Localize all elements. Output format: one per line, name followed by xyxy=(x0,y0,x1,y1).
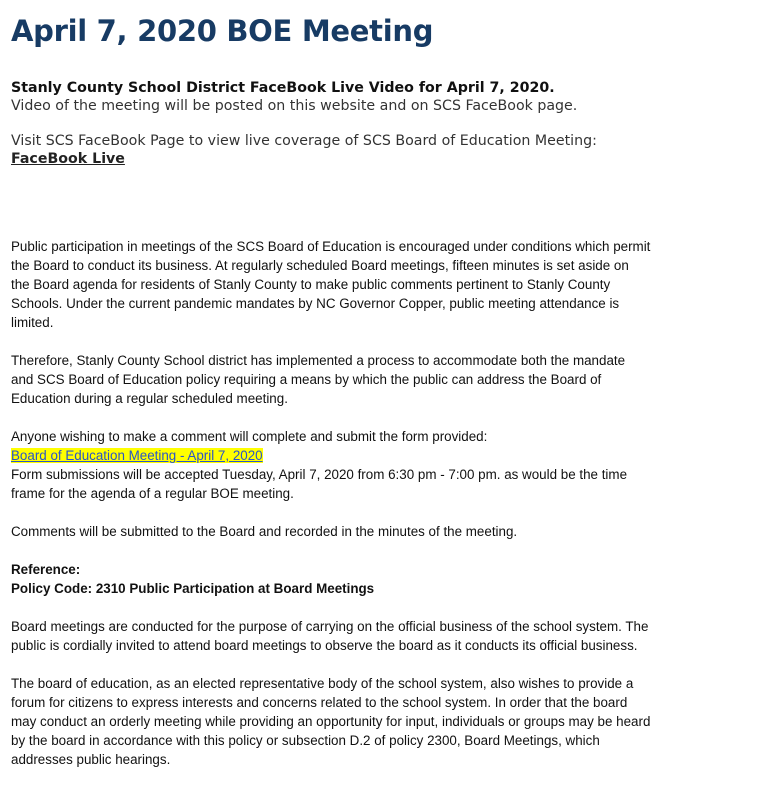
process-paragraph: Therefore, Stanly County School district has implemented a process to accommodate both the mandate and SCS Board of Education policy requiring a means by which the public can address the Board of Education during a regular scheduled meeting. xyxy=(11,353,626,406)
purpose-paragraph: Board meetings are conducted for the purpose of carrying on the official business of the school system. The public is cordially invited to attend board meetings to observe the board as it conducts its official business. xyxy=(11,619,649,653)
policy-code: Policy Code: 2310 Public Participation at Board Meetings xyxy=(11,581,375,596)
intro-section xyxy=(11,79,771,168)
participation-paragraph: Public participation in meetings of the SCS Board of Education is encouraged under conditions which permit the Board to conduct its business. At regularly scheduled Board meetings, fifteen minutes is set aside on the Board agenda for residents of Stanly County to make public comments pertinent to Stanly County Schools. Under the current pandemic mandates by NC Governor Copper, public meeting attendance is limited. xyxy=(11,239,651,330)
boe-meeting-form-link[interactable]: Board of Education Meeting - April 7, 2020 xyxy=(11,448,263,463)
visit-text: Visit SCS FaceBook Page to view live coverage of SCS Board of Education Meeting: xyxy=(11,133,597,149)
video-note: Video of the meeting will be posted on this website and on SCS FaceBook page. xyxy=(11,98,578,114)
livestream-heading: Stanly County School District FaceBook Live Video for April 7, 2020. xyxy=(11,80,555,96)
article-body xyxy=(11,237,651,788)
reference-block xyxy=(11,560,651,598)
page-title: April 7, 2020 BOE Meeting xyxy=(11,14,434,48)
form-intro-text: Anyone wishing to make a comment will complete and submit the form provided: xyxy=(11,429,488,444)
form-submission-note: Form submissions will be accepted Tuesday, April 7, 2020 from 6:30 pm - 7:00 pm. as would be the time frame for the agenda of a regular BOE meeting. xyxy=(11,467,628,501)
form-section xyxy=(11,427,651,503)
forum-paragraph: The board of education, as an elected representative body of the school system, also wishes to provide a forum for citizens to express interests and concerns related to the school system. In order that the board may conduct an orderly meeting while providing an opportunity for input, individuals or groups may be heard by the board in accordance with this policy or subsection D.2 of policy 2300, Board Meetings, which addresses public hearings. xyxy=(11,676,651,767)
reference-label: Reference: xyxy=(11,562,81,577)
facebook-live-link[interactable]: FaceBook Live xyxy=(11,151,125,167)
comments-paragraph: Comments will be submitted to the Board and recorded in the minutes of the meeting. xyxy=(11,524,518,539)
